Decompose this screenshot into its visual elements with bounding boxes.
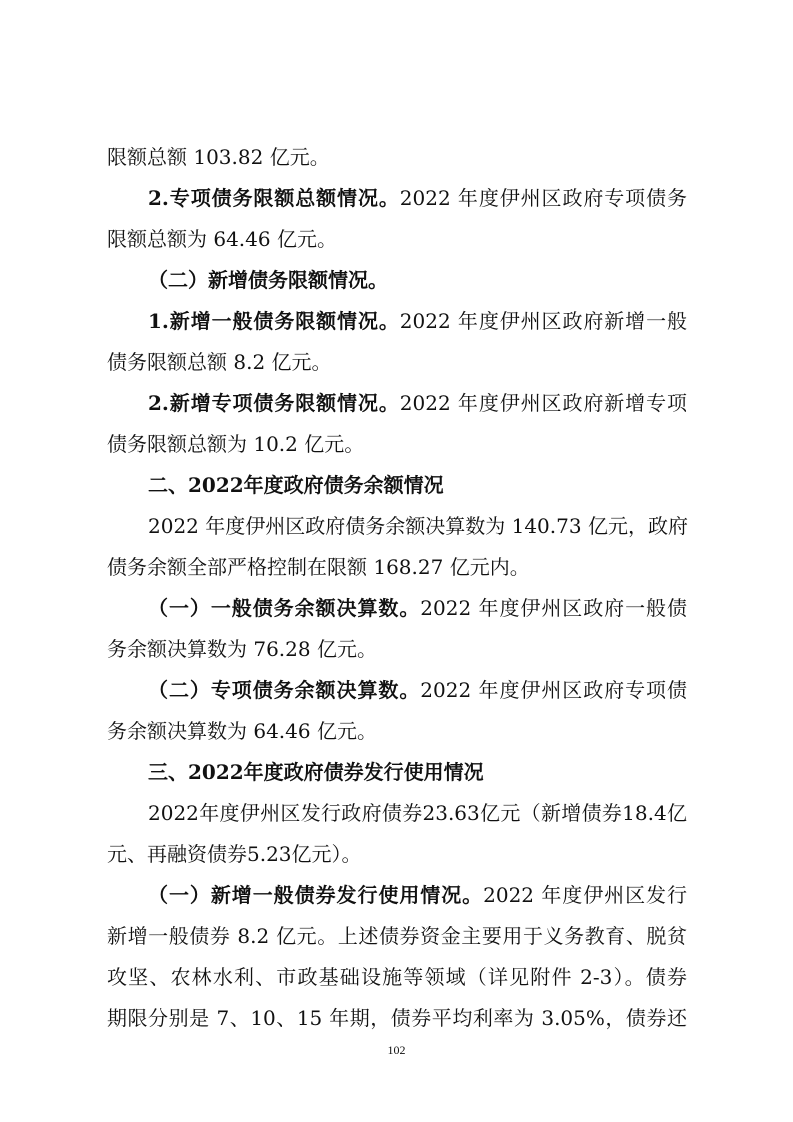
paragraph-line: 新增一般债券 8.2 亿元。上述债券资金主要用于义务教育、脱贫 — [107, 924, 687, 948]
paragraph-line: 务余额决算数为 64.46 亿元。 — [107, 719, 377, 743]
bold-heading: 1.新增一般债务限额情况。 — [148, 309, 400, 333]
paragraph-line: 攻坚、农林水利、市政基础设施等领域（详见附件 2-3）。债券 — [107, 965, 687, 989]
subsection-heading: （二）新增债务限额情况。 — [148, 268, 388, 292]
paragraph-line: 务余额决算数为 76.28 亿元。 — [107, 637, 377, 661]
paragraph-line: 2022 年度伊州区政府债务余额决算数为 140.73 亿元，政府 — [148, 514, 688, 538]
bold-heading: （一）一般债务余额决算数。 — [148, 596, 421, 620]
bold-heading: （二）专项债务余额决算数。 — [148, 678, 421, 702]
paragraph-line: 债务限额总额为 10.2 亿元。 — [107, 432, 365, 456]
paragraph-line: 期限分别是 7、10、15 年期，债券平均利率为 3.05%，债券还 — [107, 1006, 687, 1030]
paragraph-line: 债务限额总额 8.2 亿元。 — [107, 350, 332, 374]
bold-heading: （一）新增一般债券发行使用情况。 — [148, 883, 484, 907]
paragraph-line: 债务余额全部严格控制在限额 168.27 亿元内。 — [107, 555, 530, 579]
section-heading-line: （二）专项债务余额决算数。2022 年度伊州区政府专项债 — [148, 678, 688, 702]
page-number: 102 — [387, 1043, 406, 1057]
paragraph-line: 限额总额 103.82 亿元。 — [107, 145, 330, 169]
section-heading: 三、2022年度政府债券发行使用情况 — [148, 760, 484, 784]
section-heading-line: （一）新增一般债券发行使用情况。2022 年度伊州区发行 — [148, 883, 687, 907]
section-heading-line: 2.新增专项债务限额情况。2022 年度伊州区政府新增专项 — [148, 391, 687, 415]
section-heading: 二、2022年度政府债务余额情况 — [148, 473, 444, 497]
bold-heading: 2.新增专项债务限额情况。 — [148, 391, 400, 415]
bold-heading: 2.专项债务限额总额情况。 — [148, 186, 400, 210]
paragraph-line: 元、再融资债券5.23亿元）。 — [107, 842, 362, 866]
paragraph-line: 2022年度伊州区发行政府债券23.63亿元（新增债券18.4亿 — [148, 801, 687, 825]
paragraph-line: 限额总额为 64.46 亿元。 — [107, 227, 337, 251]
section-heading-line: （一）一般债务余额决算数。2022 年度伊州区政府一般债 — [148, 596, 688, 620]
section-heading-line: 1.新增一般债务限额情况。2022 年度伊州区政府新增一般 — [148, 309, 687, 333]
section-heading-line: 2.专项债务限额总额情况。2022 年度伊州区政府专项债务 — [148, 186, 687, 210]
